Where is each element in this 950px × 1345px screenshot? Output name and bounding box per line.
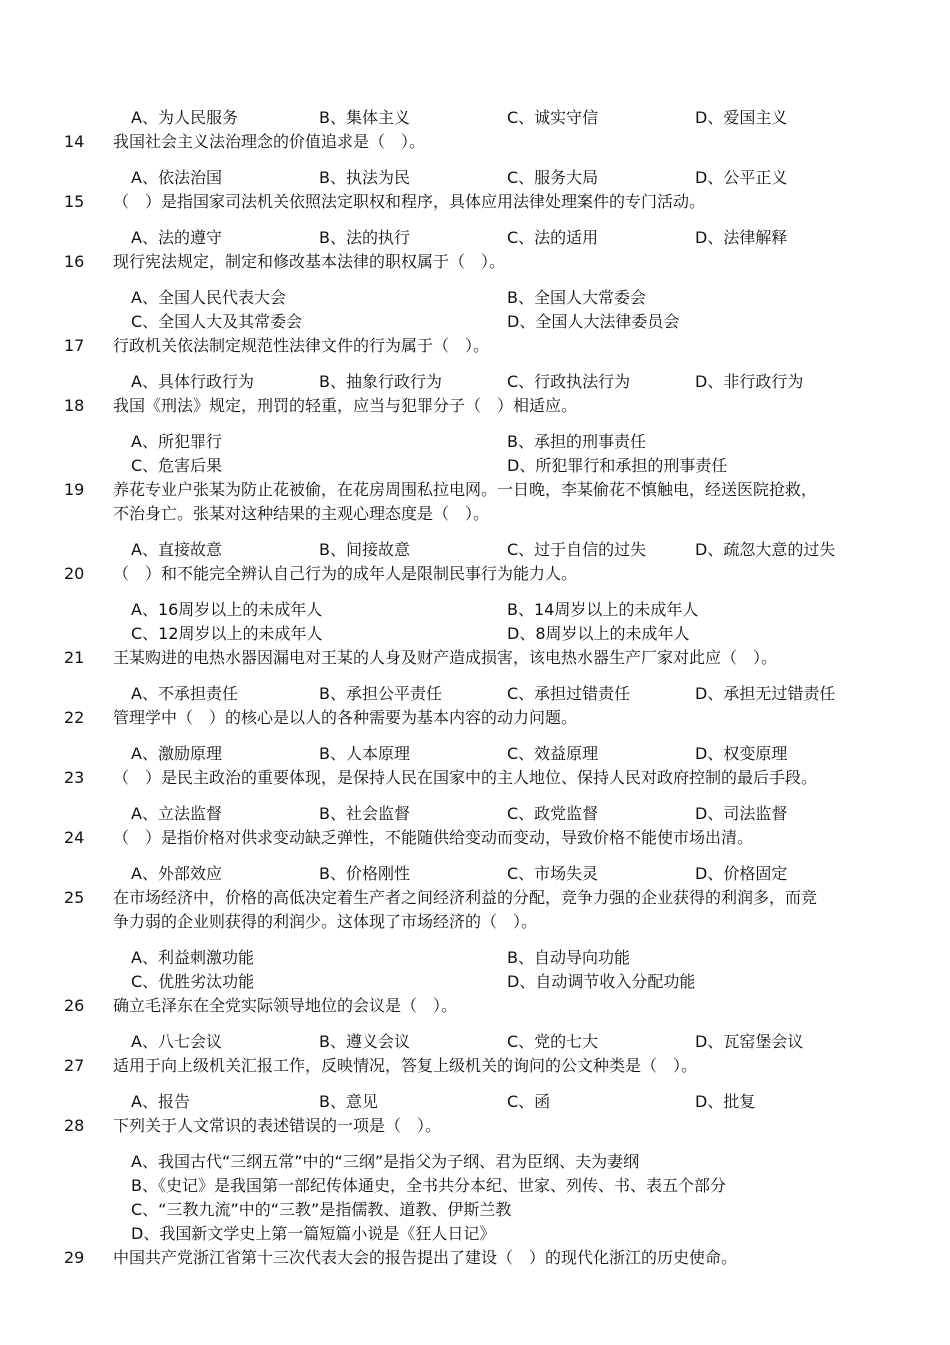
question-number: 17 xyxy=(64,336,85,355)
option-item: B、承担公平责任 xyxy=(319,684,442,703)
question-number: 20 xyxy=(64,564,85,583)
option-item: A、法的遵守 xyxy=(131,228,222,247)
question-text: （ ）是指价格对供求变动缺乏弹性，不能随供给变动而变动，导致价格不能使市场出清。 xyxy=(113,828,754,847)
option-item: C、优胜劣汰功能 xyxy=(131,972,255,991)
question-number: 29 xyxy=(64,1248,85,1267)
question-text: 王某购进的电热水器因漏电对王某的人身及财产造成损害，该电热水器生产厂家对此应（ ）。 xyxy=(113,648,778,667)
option-item: C、效益原理 xyxy=(507,744,599,763)
option-item: B、价格刚性 xyxy=(319,864,410,883)
option-item: B、意见 xyxy=(319,1092,378,1111)
option-item: B、遵义会议 xyxy=(319,1032,410,1051)
question-number: 27 xyxy=(64,1056,85,1075)
question-text: 适用于向上级机关汇报工作，反映情况，答复上级机关的询问的公文种类是（ ）。 xyxy=(113,1056,698,1075)
option-item: A、外部效应 xyxy=(131,864,222,883)
option-item: C、12周岁以上的未成年人 xyxy=(131,624,323,643)
question-number: 28 xyxy=(64,1116,85,1135)
question-number: 26 xyxy=(64,996,85,1015)
question-text: 现行宪法规定，制定和修改基本法律的职权属于（ ）。 xyxy=(113,252,506,271)
option-item: D、法律解释 xyxy=(695,228,788,247)
question-text: （ ）和不能完全辨认自己行为的成年人是限制民事行为能力人。 xyxy=(113,564,578,583)
option-item: B、人本原理 xyxy=(319,744,410,763)
question-text: 行政机关依法制定规范性法律文件的行为属于（ ）。 xyxy=(113,336,490,355)
option-item: A、利益刺激功能 xyxy=(131,948,254,967)
option-item: A、具体行政行为 xyxy=(131,372,254,391)
question-text: （ ）是民主政治的重要体现，是保持人民在国家中的主人地位、保持人民对政府控制的最后手段。 xyxy=(113,768,818,787)
option-item: D、非行政行为 xyxy=(695,372,804,391)
option-item: A、直接故意 xyxy=(131,540,222,559)
option-item: C、危害后果 xyxy=(131,456,223,475)
option-item: B、社会监督 xyxy=(319,804,410,823)
question-text: 争力弱的企业则获得的利润少。这体现了市场经济的（ ）。 xyxy=(113,912,538,931)
option-item: A、激励原理 xyxy=(131,744,222,763)
option-item: A、依法治国 xyxy=(131,168,222,187)
option-item: B、14周岁以上的未成年人 xyxy=(507,600,699,619)
question-number: 21 xyxy=(64,648,85,667)
option-item: A、报告 xyxy=(131,1092,190,1111)
option-item: C、党的七大 xyxy=(507,1032,599,1051)
option-item: D、全国人大法律委员会 xyxy=(507,312,680,331)
question-number: 16 xyxy=(64,252,85,271)
option-item: C、承担过错责任 xyxy=(507,684,631,703)
option-item: D、权变原理 xyxy=(695,744,788,763)
question-number: 22 xyxy=(64,708,85,727)
option-item: C、法的适用 xyxy=(507,228,599,247)
question-text: 管理学中（ ）的核心是以人的各种需要为基本内容的动力问题。 xyxy=(113,708,578,727)
option-item: A、16周岁以上的未成年人 xyxy=(131,600,323,619)
option-item: D、8周岁以上的未成年人 xyxy=(507,624,690,643)
option-item: D、公平正义 xyxy=(695,168,788,187)
question-text: 中国共产党浙江省第十三次代表大会的报告提出了建设（ ）的现代化浙江的历史使命。 xyxy=(113,1248,738,1267)
option-item: C、市场失灵 xyxy=(507,864,599,883)
question-text: 确立毛泽东在全党实际领导地位的会议是（ ）。 xyxy=(113,996,458,1015)
question-number: 23 xyxy=(64,768,85,787)
question-text: 不治身亡。张某对这种结果的主观心理态度是（ ）。 xyxy=(113,504,490,523)
option-item: D、司法监督 xyxy=(695,804,788,823)
question-number: 24 xyxy=(64,828,85,847)
option-item: C、服务大局 xyxy=(507,168,599,187)
option-item: B、《史记》是我国第一部纪传体通史，全书共分本纪、世家、列传、书、表五个部分 xyxy=(131,1176,726,1195)
option-item: D、承担无过错责任 xyxy=(695,684,836,703)
option-item: C、政党监督 xyxy=(507,804,599,823)
question-text: 下列关于人文常识的表述错误的一项是（ ）。 xyxy=(113,1116,442,1135)
question-text: 我国社会主义法治理念的价值追求是（ ）。 xyxy=(113,132,426,151)
option-item: D、爱国主义 xyxy=(695,108,788,127)
option-item: A、不承担责任 xyxy=(131,684,238,703)
option-item: D、批复 xyxy=(695,1092,756,1111)
option-item: B、全国人大常委会 xyxy=(507,288,646,307)
option-item: B、间接故意 xyxy=(319,540,410,559)
option-item: B、法的执行 xyxy=(319,228,410,247)
option-item: B、自动导向功能 xyxy=(507,948,630,967)
option-item: B、集体主义 xyxy=(319,108,410,127)
option-item: C、诚实守信 xyxy=(507,108,599,127)
option-item: D、我国新文学史上第一篇短篇小说是《狂人日记》 xyxy=(131,1224,496,1243)
option-item: C、行政执法行为 xyxy=(507,372,631,391)
option-item: C、函 xyxy=(507,1092,551,1111)
question-number: 25 xyxy=(64,888,85,907)
option-item: A、全国人民代表大会 xyxy=(131,288,286,307)
question-number: 18 xyxy=(64,396,85,415)
option-item: A、立法监督 xyxy=(131,804,222,823)
option-item: A、所犯罪行 xyxy=(131,432,222,451)
question-number: 14 xyxy=(64,132,85,151)
option-item: D、所犯罪行和承担的刑事责任 xyxy=(507,456,728,475)
question-text: 我国《刑法》规定，刑罚的轻重，应当与犯罪分子（ ）相适应。 xyxy=(113,396,578,415)
question-number: 19 xyxy=(64,480,85,499)
option-item: D、瓦窑堡会议 xyxy=(695,1032,804,1051)
option-item: D、价格固定 xyxy=(695,864,788,883)
option-item: A、为人民服务 xyxy=(131,108,238,127)
option-item: A、我国古代“三纲五常”中的“三纲”是指父为子纲、君为臣纲、夫为妻纲 xyxy=(131,1152,640,1171)
option-item: B、承担的刑事责任 xyxy=(507,432,646,451)
option-item: D、疏忽大意的过失 xyxy=(695,540,836,559)
question-text: 养花专业户张某为防止花被偷，在花房周围私拉电网。一日晚，李某偷花不慎触电，经送医院抢救， xyxy=(113,480,818,499)
option-item: C、全国人大及其常委会 xyxy=(131,312,303,331)
option-item: B、抽象行政行为 xyxy=(319,372,442,391)
option-item: B、执法为民 xyxy=(319,168,410,187)
option-item: D、自动调节收入分配功能 xyxy=(507,972,696,991)
question-number: 15 xyxy=(64,192,85,211)
option-item: C、“三教九流”中的“三教”是指儒教、道教、伊斯兰教 xyxy=(131,1200,512,1219)
question-text: 在市场经济中，价格的高低决定着生产者之间经济利益的分配，竞争力强的企业获得的利润多，而竞 xyxy=(113,888,818,907)
question-text: （ ）是指国家司法机关依照法定职权和程序，具体应用法律处理案件的专门活动。 xyxy=(113,192,706,211)
option-item: C、过于自信的过失 xyxy=(507,540,647,559)
option-item: A、八七会议 xyxy=(131,1032,222,1051)
